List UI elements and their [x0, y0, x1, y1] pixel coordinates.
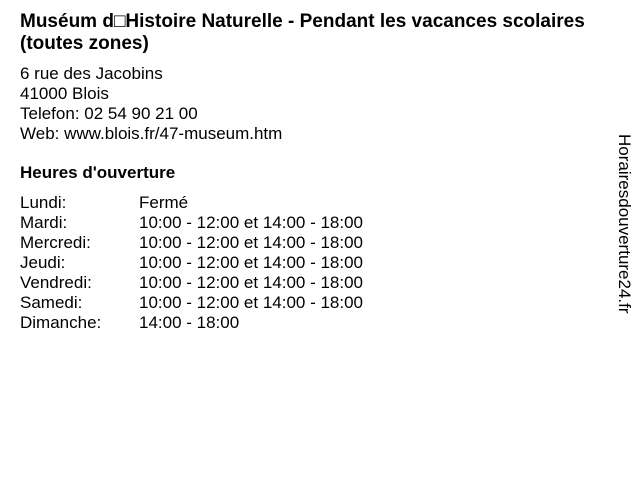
- website: Web: www.blois.fr/47-museum.htm: [20, 124, 283, 143]
- day-hours: 10:00 - 12:00 et 14:00 - 18:00: [139, 233, 364, 252]
- day-label: Samedi:: [20, 293, 83, 312]
- day-hours: 10:00 - 12:00 et 14:00 - 18:00: [139, 293, 364, 312]
- hours-row-thursday: [20, 253, 363, 273]
- address-city: 41000 Blois: [20, 84, 109, 103]
- day-label: Mardi:: [20, 213, 68, 232]
- hours-row-saturday: [20, 293, 363, 313]
- opening-hours-table: [20, 193, 363, 333]
- site-watermark: Horairesdouverture24.fr: [615, 134, 634, 314]
- hours-row-wednesday: [20, 233, 363, 253]
- opening-hours-heading: Heures d'ouverture: [20, 163, 176, 182]
- day-hours: 10:00 - 12:00 et 14:00 - 18:00: [139, 273, 364, 292]
- address-street: 6 rue des Jacobins: [20, 64, 163, 83]
- day-label: Jeudi:: [20, 253, 66, 272]
- page-title: Muséum d□Histoire Naturelle - Pendant les vacances scolaires (toutes zones): [20, 11, 585, 54]
- address-block: [20, 64, 282, 144]
- hours-row-tuesday: [20, 213, 363, 233]
- day-hours: Fermé: [139, 193, 189, 212]
- day-label: Lundi:: [20, 193, 67, 212]
- hours-row-monday: [20, 193, 363, 213]
- day-label: Vendredi:: [20, 273, 92, 292]
- day-hours: 10:00 - 12:00 et 14:00 - 18:00: [139, 253, 364, 272]
- day-hours: 10:00 - 12:00 et 14:00 - 18:00: [139, 213, 364, 232]
- day-label: Dimanche:: [20, 313, 102, 332]
- hours-row-sunday: [20, 313, 363, 333]
- hours-row-friday: [20, 273, 363, 293]
- phone-number: Telefon: 02 54 90 21 00: [20, 104, 198, 123]
- day-label: Mercredi:: [20, 233, 91, 252]
- day-hours: 14:00 - 18:00: [139, 313, 240, 332]
